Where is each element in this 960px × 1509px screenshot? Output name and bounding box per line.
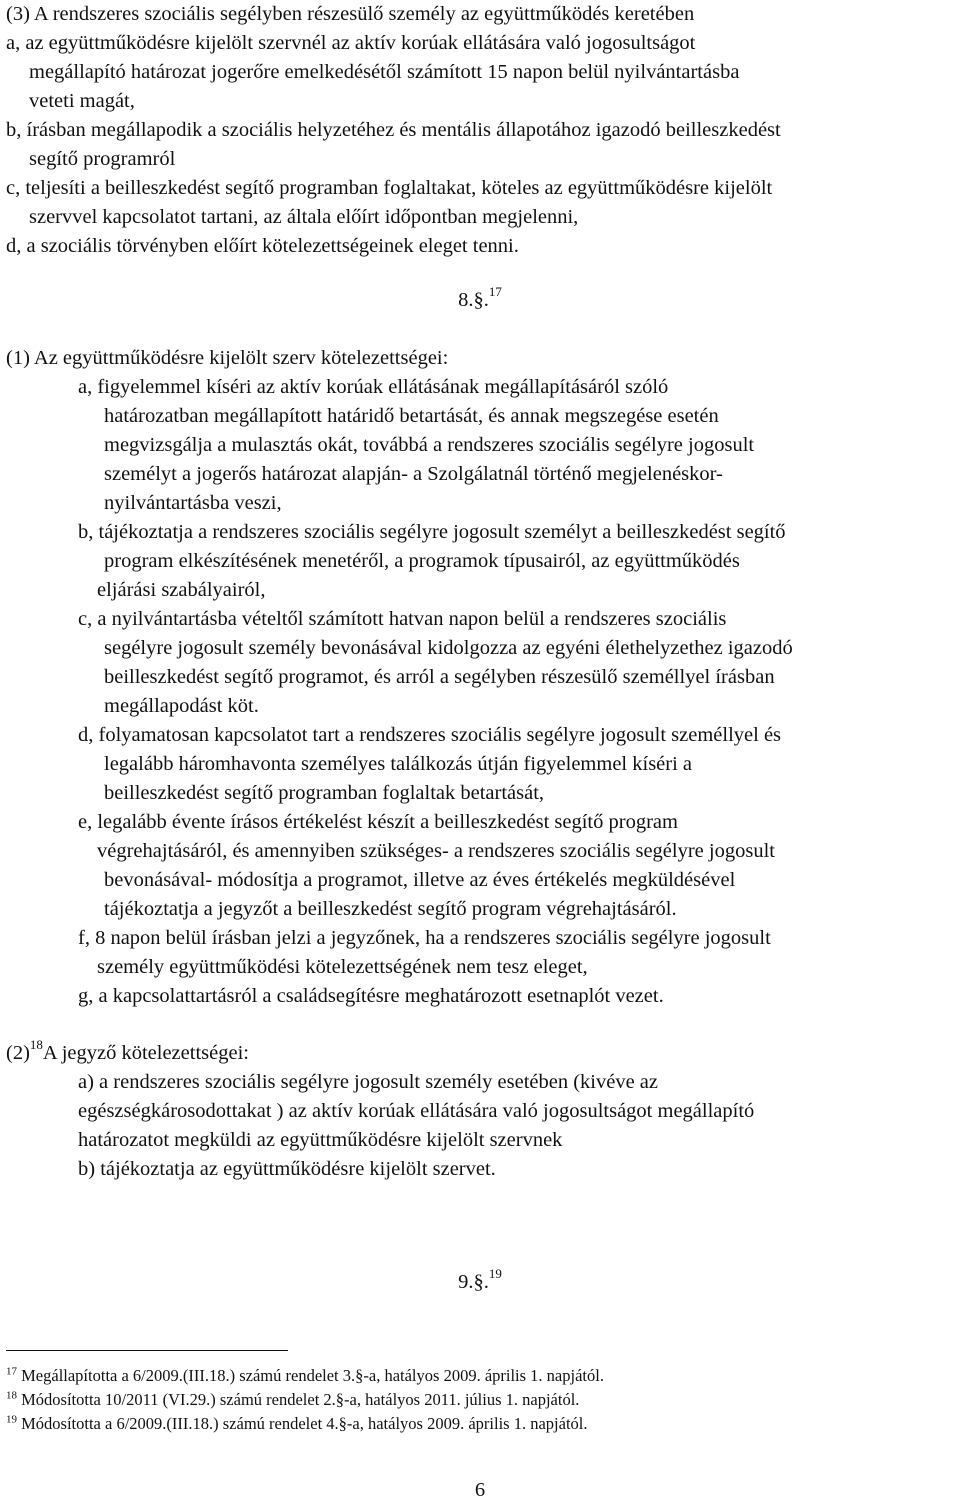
page-number: 6 — [474, 1479, 486, 1501]
list-item-line: f, 8 napon belül írásban jelzi a jegyzőnek, ha a rendszeres szociális segélyre jogosult — [78, 927, 771, 949]
list-item-line: végrehajtásáról, és amennyiben szükséges- a rendszeres szociális segélyre jogosult — [97, 840, 775, 862]
section-3-line: segítő programról — [29, 148, 176, 170]
section-3-line: (3) A rendszeres szociális segélyben részesülő személy az együttműködés keretében — [6, 3, 695, 25]
list-item-line: a) a rendszeres szociális segélyre jogosult személy esetében (kivéve az — [78, 1071, 659, 1093]
section-3-line: a, az együttműködésre kijelölt szervnél az aktív korúak ellátására való jogosultságot — [6, 32, 696, 54]
footnote-text: Módosította 10/2011 (VI.29.) számú rendelet 2.§-a, hatályos 2011. július 1. napjától. — [21, 1390, 580, 1409]
footnote-number: 18 — [6, 1389, 17, 1402]
list-item-line: bevonásával- módosítja a programot, illetve az éves értékelés megküldésével — [104, 869, 736, 891]
list-item-line: határozatban megállapított határidő betartását, és annak megszegése esetén — [104, 405, 719, 427]
list-item-line: e, legalább évente írásos értékelést készít a beilleszkedést segítő program — [78, 811, 678, 833]
section-heading-8 — [0, 284, 960, 311]
list-item-line: a, figyelemmel kíséri az aktív korúak ellátásának megállapításáról szóló — [78, 376, 669, 398]
list-item-line: segélyre jogosult személy bevonásával kidolgozza az egyéni élethelyzethez igazodó — [104, 637, 793, 659]
section-3-line: szervvel kapcsolatot tartani, az általa előírt időpontban megjelenni, — [29, 206, 579, 228]
list-item-line: b, tájékoztatja a rendszeres szociális segélyre jogosult személyt a beilleszkedést segítő — [78, 521, 786, 543]
section-3-line: d, a szociális törvényben előírt kötelezettségeinek eleget tenni. — [6, 235, 519, 257]
footnote-text: Megállapította a 6/2009.(III.18.) számú rendelet 3.§-a, hatályos 2009. április 1. napjától. — [21, 1366, 604, 1385]
section-heading-9 — [0, 1266, 960, 1293]
section-heading-text: 8.§. — [458, 289, 489, 311]
list-item-line: beilleszkedést segítő programban foglaltak betartását, — [104, 782, 545, 804]
list-item-line: megállapodást köt. — [104, 695, 259, 717]
section-3-line: c, teljesíti a beilleszkedést segítő programban foglaltakat, köteles az együttműködésre kijelölt — [6, 177, 773, 199]
section-3-line: b, írásban megállapodik a szociális helyzetéhez és mentális állapotához igazodó beilleszkedést — [6, 119, 781, 141]
footnote-item — [6, 1365, 604, 1385]
paragraph-intro — [6, 1037, 249, 1064]
list-item-line: személy együttműködési kötelezettségének nem tesz eleget, — [97, 956, 588, 978]
list-item-line: határozatot megküldi az együttműködésre kijelölt szervnek — [78, 1129, 563, 1151]
list-item-line: eljárási szabályairól, — [97, 579, 266, 601]
footnote-ref: 18 — [29, 1037, 43, 1053]
section-3-line: megállapító határozat jogerőre emelkedésétől számított 15 napon belül nyilvántartásba — [29, 61, 740, 83]
footnote-number: 19 — [6, 1413, 17, 1426]
list-item-line: program elkészítésének menetéről, a programok típusairól, az együttműködés — [104, 550, 740, 572]
footnote-ref: 17 — [488, 284, 502, 300]
footnote-ref: 19 — [488, 1266, 502, 1282]
list-item-line: g, a kapcsolattartásról a családsegítésre meghatározott esetnaplót vezet. — [78, 985, 664, 1007]
list-item-line: c, a nyilvántartásba vételtől számított hatvan napon belül a rendszeres szociális — [78, 608, 727, 630]
list-item-line: egészségkárosodottakat ) az aktív korúak ellátására való jogosultságot megállapító — [78, 1100, 755, 1122]
list-item-line: tájékoztatja a jegyzőt a beilleszkedést segítő program végrehajtásáról. — [104, 898, 677, 920]
section-3-line: veteti magát, — [29, 90, 135, 112]
list-item-line: megvizsgálja a mulasztás okát, továbbá a rendszeres szociális segélyre jogosult — [104, 434, 755, 456]
footnote-text: Módosította a 6/2009.(III.18.) számú rendelet 4.§-a, hatályos 2009. április 1. napjától. — [21, 1414, 588, 1433]
section-heading-text: 9.§. — [458, 1271, 489, 1293]
footnote-divider — [6, 1350, 288, 1351]
footnote-number: 17 — [6, 1365, 17, 1378]
list-item-line: nyilvántartásba veszi, — [104, 492, 282, 514]
list-item-line: b) tájékoztatja az együttműködésre kijelölt szervet. — [78, 1158, 496, 1180]
paragraph-intro: (1) Az együttműködésre kijelölt szerv kötelezettségei: — [6, 347, 449, 369]
list-item-line: beilleszkedést segítő programot, és arról a segélyben részesülő személlyel írásban — [104, 666, 775, 688]
list-item-line: legalább háromhavonta személyes találkozás útján figyelemmel kíséri a — [104, 753, 693, 775]
paragraph-number: (2) — [6, 1042, 30, 1064]
footnote-item — [6, 1413, 588, 1433]
paragraph-intro-text: A jegyző kötelezettségei: — [42, 1042, 249, 1064]
list-item-line: d, folyamatosan kapcsolatot tart a rendszeres szociális segélyre jogosult személlyel és — [78, 724, 782, 746]
footnote-item — [6, 1389, 580, 1409]
list-item-line: személyt a jogerős határozat alapján- a Szolgálatnál történő megjelenéskor- — [104, 463, 723, 485]
